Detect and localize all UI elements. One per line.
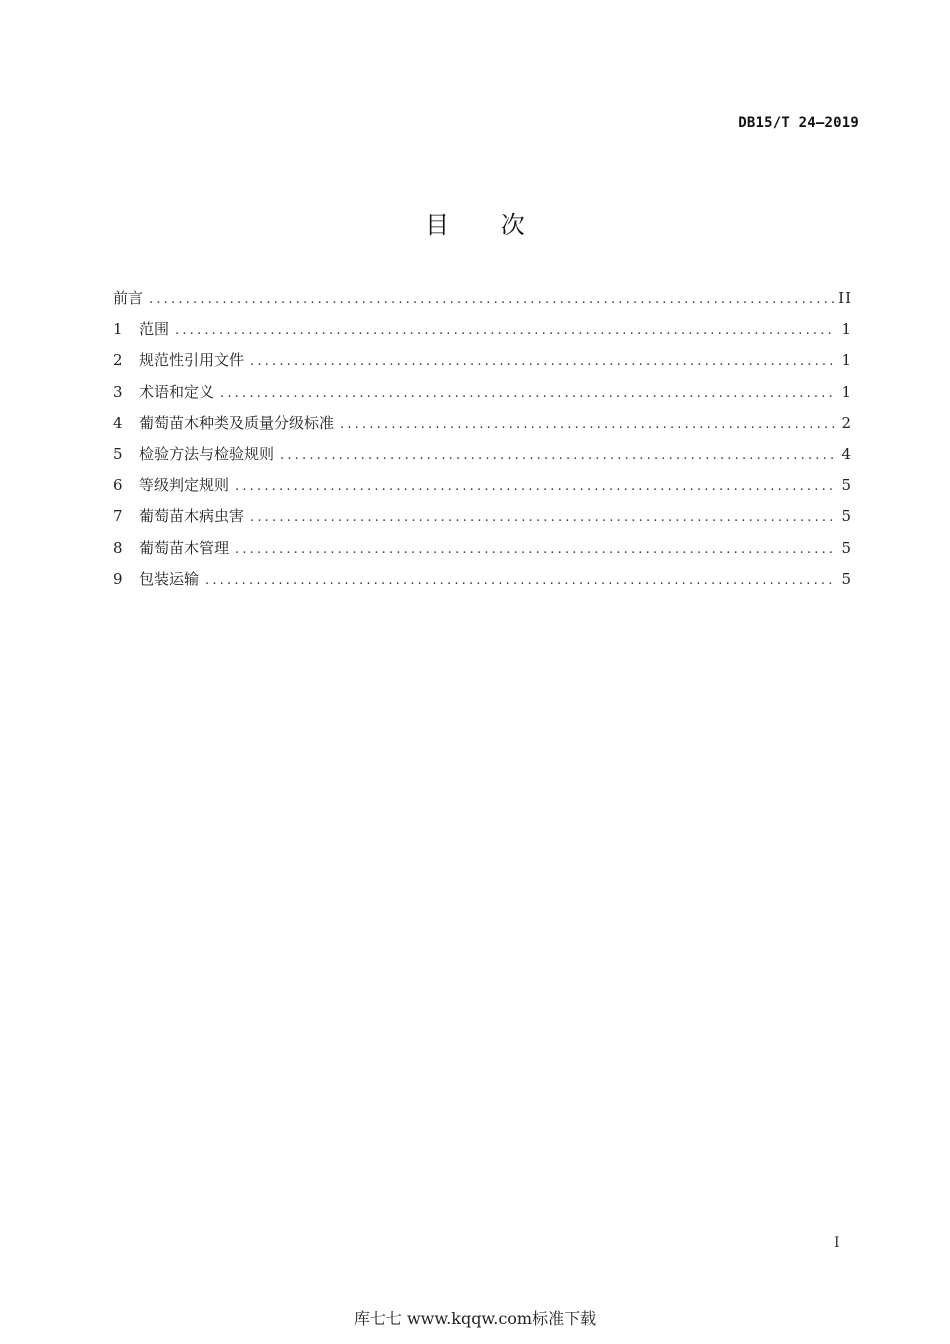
toc-entry-label: 检验方法与检验规则	[139, 444, 275, 463]
toc-entry-number: 4	[113, 413, 123, 432]
toc-leader-dots	[175, 319, 836, 343]
toc-entry[interactable]	[113, 411, 852, 442]
toc-entry[interactable]	[113, 567, 852, 598]
toc-entry-number: 8	[113, 538, 123, 557]
toc-entry-page: 5	[841, 538, 852, 557]
toc-entry-page: 5	[841, 569, 852, 588]
toc-entry[interactable]	[113, 442, 852, 473]
toc-entry-label: 葡萄苗木病虫害	[139, 507, 245, 526]
toc-entry[interactable]	[113, 348, 852, 379]
toc-entry-page: 1	[841, 351, 852, 370]
toc-leader-dots	[250, 350, 836, 374]
toc-entry-page: 5	[841, 507, 852, 526]
toc-entry[interactable]	[113, 286, 852, 317]
toc-entry-number: 6	[113, 476, 123, 495]
toc-entry[interactable]	[113, 317, 852, 348]
toc-entry[interactable]	[113, 536, 852, 567]
toc-leader-dots	[235, 475, 836, 499]
toc-entry[interactable]	[113, 380, 852, 411]
table-of-contents	[113, 286, 852, 598]
page-title: 目 次	[425, 211, 547, 239]
toc-entry-label: 葡萄苗木管理	[139, 538, 230, 557]
toc-entry-label: 规范性引用文件	[139, 351, 245, 370]
toc-entry-label: 范围	[139, 320, 170, 339]
toc-entry-page: 1	[841, 320, 852, 339]
toc-leader-dots	[340, 413, 836, 437]
toc-entry-label: 包装运输	[139, 569, 200, 588]
toc-leader-dots	[280, 444, 836, 468]
toc-entry-page: 1	[841, 382, 852, 401]
toc-leader-dots	[220, 382, 836, 406]
toc-entry-label: 前言	[113, 289, 144, 307]
toc-entry-page: 4	[841, 444, 852, 463]
toc-leader-dots	[235, 538, 836, 562]
footer-watermark-text: 库七七 www.kqqw.com标准下载	[353, 1309, 597, 1328]
toc-entry-number: 2	[113, 351, 123, 370]
toc-entry-number: 9	[113, 569, 123, 588]
toc-leader-dots	[149, 288, 834, 312]
toc-entry-number: 5	[113, 444, 123, 463]
toc-leader-dots	[250, 506, 836, 530]
toc-entry-number: 3	[113, 382, 123, 401]
toc-leader-dots	[205, 569, 836, 593]
toc-entry-page: 5	[841, 476, 852, 495]
toc-entry-number: 7	[113, 507, 123, 526]
toc-entry-page: II	[838, 289, 852, 307]
toc-entry-number: 1	[113, 320, 123, 339]
toc-entry-label: 葡萄苗木种类及质量分级标准	[139, 413, 335, 432]
toc-entry-label: 等级判定规则	[139, 476, 230, 495]
page-number: I	[834, 1235, 840, 1251]
toc-entry[interactable]	[113, 504, 852, 535]
toc-entry-label: 术语和定义	[139, 382, 215, 401]
standard-code: DB15/T 24—2019	[738, 115, 859, 131]
toc-entry[interactable]	[113, 473, 852, 504]
toc-entry-page: 2	[841, 413, 852, 432]
